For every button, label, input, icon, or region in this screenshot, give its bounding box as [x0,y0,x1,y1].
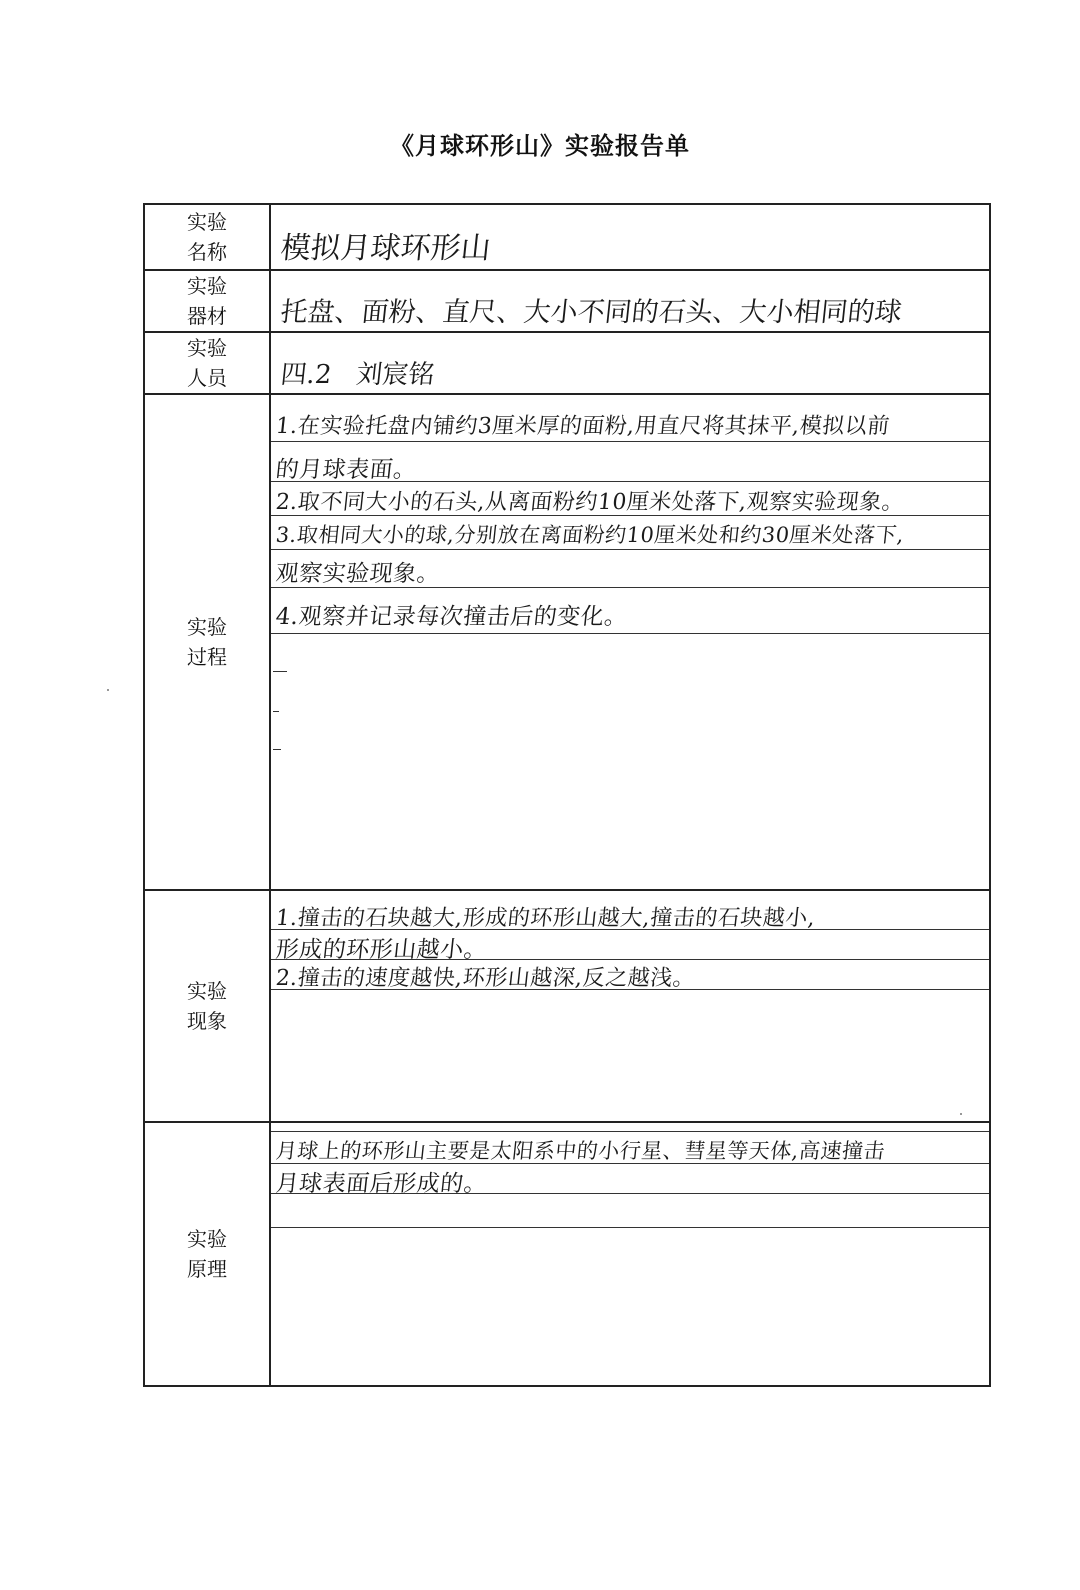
principle-line: 月球上的环形山主要是太阳系中的小行星、彗星等天体,高速撞击 [274,1139,887,1163]
process-line: 观察实验现象。 [274,561,442,587]
value-personnel [271,333,989,393]
row-equipment [145,271,989,333]
row-process [145,395,989,891]
row-principle [145,1123,989,1385]
label-line: 人员 [187,366,227,390]
label-line: 名称 [187,240,227,264]
phenomenon-line: 1.撞击的石块越大,形成的环形山越大,撞击的石块越小, [274,906,817,931]
ruled-line [271,481,989,482]
ruled-line [271,587,989,588]
label-line: 实验 [187,979,227,1003]
label-line: 器材 [187,304,227,328]
label-line: 实验 [187,210,227,234]
report-table [143,203,991,1387]
process-line: 1.在实验托盘内铺约3厘米厚的面粉,用直尺将其抹平,模拟以前 [274,414,892,439]
process-line: 2.取不同大小的石头,从离面粉约10厘米处落下,观察实验现象。 [274,490,906,515]
label-phenomenon [145,891,271,1121]
page-title: 《月球环形山》实验报告单 [390,132,690,160]
paper-speck [960,1113,962,1115]
ruled-line [271,515,989,516]
ruled-line [271,989,989,990]
process-line: 3.取相同大小的球,分别放在离面粉约10厘米处和约30厘米处落下, [274,523,906,547]
ruled-line [271,1131,989,1132]
principle-line: 月球表面后形成的。 [274,1171,489,1197]
process-line: 的月球表面。 [274,457,419,483]
row-personnel [145,333,989,395]
ruled-line [271,549,989,550]
label-line: 过程 [187,645,227,669]
label-line: 实验 [187,274,227,298]
tick-mark [273,671,287,672]
process-line: 4.观察并记录每次撞击后的变化。 [274,604,630,630]
value-equipment [271,271,989,331]
value-experiment-name [271,205,989,269]
value-process [271,395,989,889]
label-personnel [145,333,271,393]
row-phenomenon [145,891,989,1123]
label-experiment-name [145,205,271,269]
phenomenon-line: 2.撞击的速度越快,环形山越深,反之越浅。 [274,966,697,991]
label-line: 现象 [187,1009,227,1033]
ruled-line [271,633,989,634]
label-line: 实验 [187,1227,227,1251]
ruled-line [271,1193,989,1194]
ruled-line [271,1163,989,1164]
handwritten-equipment: 托盘、面粉、直尺、大小不同的石头、大小相同的球 [279,297,904,328]
tick-mark [273,749,281,750]
label-process [145,395,271,889]
label-principle [145,1123,271,1385]
label-line: 原理 [187,1257,227,1281]
label-line: 实验 [187,615,227,639]
ruled-line [271,441,989,442]
ruled-line [271,959,989,960]
row-experiment-name [145,205,989,271]
handwritten-personnel: 四.2 刘宸铭 [279,360,436,390]
phenomenon-line: 形成的环形山越小。 [274,937,489,963]
ruled-line [271,929,989,930]
value-phenomenon [271,891,989,1121]
label-equipment [145,271,271,331]
paper-speck [107,689,109,691]
handwritten-experiment-name: 模拟月球环形山 [278,231,493,266]
label-line: 实验 [187,336,227,360]
ruled-line [271,1227,989,1228]
value-principle [271,1123,989,1385]
tick-mark [273,711,279,712]
